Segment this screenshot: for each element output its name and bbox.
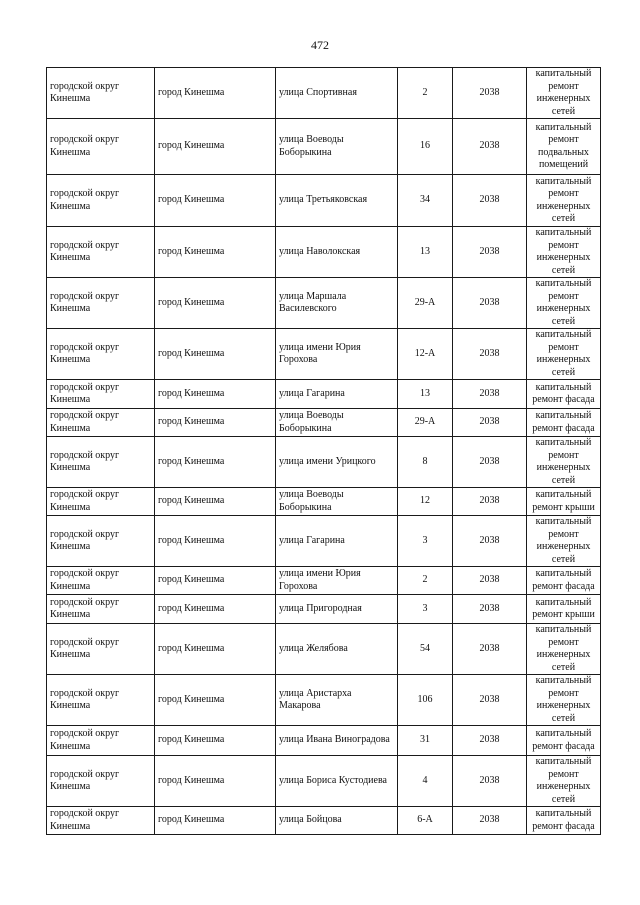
table-row	[47, 675, 601, 726]
table-row	[47, 595, 601, 624]
cell-dom: 12-А	[398, 329, 453, 380]
cell-gorod: город Кинешма	[155, 227, 276, 278]
page-number: 472	[311, 38, 329, 52]
cell-okrug: городской округ Кинешма	[47, 437, 155, 488]
cell-vid: капитальный ремонт фасада	[527, 807, 601, 835]
cell-god: 2038	[453, 409, 527, 437]
cell-ulica: улица Гагарина	[276, 380, 398, 409]
cell-ulica: улица Воеводы Боборыкина	[276, 409, 398, 437]
cell-vid: капитальный ремонт инженерных сетей	[527, 675, 601, 726]
cell-ulica: улица Гагарина	[276, 516, 398, 567]
cell-dom: 3	[398, 595, 453, 624]
cell-ulica: улица Третьяковская	[276, 175, 398, 227]
cell-okrug: городской округ Кинешма	[47, 68, 155, 119]
cell-okrug: городской округ Кинешма	[47, 726, 155, 756]
cell-god: 2038	[453, 726, 527, 756]
cell-gorod: город Кинешма	[155, 516, 276, 567]
cell-dom: 8	[398, 437, 453, 488]
cell-god: 2038	[453, 380, 527, 409]
table-row	[47, 68, 601, 119]
cell-vid: капитальный ремонт инженерных сетей	[527, 437, 601, 488]
cell-dom: 106	[398, 675, 453, 726]
cell-okrug: городской округ Кинешма	[47, 516, 155, 567]
cell-ulica: улица Пригородная	[276, 595, 398, 624]
cell-gorod: город Кинешма	[155, 437, 276, 488]
cell-okrug: городской округ Кинешма	[47, 409, 155, 437]
repair-schedule-table	[46, 67, 601, 835]
cell-gorod: город Кинешма	[155, 119, 276, 175]
cell-ulica: улица имени Урицкого	[276, 437, 398, 488]
cell-dom: 2	[398, 68, 453, 119]
cell-dom: 2	[398, 567, 453, 595]
cell-okrug: городской округ Кинешма	[47, 380, 155, 409]
cell-god: 2038	[453, 278, 527, 329]
cell-gorod: город Кинешма	[155, 68, 276, 119]
cell-vid: капитальный ремонт инженерных сетей	[527, 624, 601, 675]
cell-ulica: улица Маршала Василевского	[276, 278, 398, 329]
table-row	[47, 409, 601, 437]
cell-gorod: город Кинешма	[155, 567, 276, 595]
cell-god: 2038	[453, 68, 527, 119]
cell-god: 2038	[453, 807, 527, 835]
cell-okrug: городской округ Кинешма	[47, 675, 155, 726]
cell-vid: капитальный ремонт фасада	[527, 726, 601, 756]
cell-okrug: городской округ Кинешма	[47, 329, 155, 380]
cell-dom: 29-А	[398, 278, 453, 329]
cell-ulica: улица Бориса Кустодиева	[276, 756, 398, 807]
table-row	[47, 624, 601, 675]
cell-okrug: городской округ Кинешма	[47, 119, 155, 175]
cell-dom: 4	[398, 756, 453, 807]
cell-gorod: город Кинешма	[155, 409, 276, 437]
cell-gorod: город Кинешма	[155, 595, 276, 624]
table-row	[47, 119, 601, 175]
cell-god: 2038	[453, 329, 527, 380]
cell-vid: капитальный ремонт инженерных сетей	[527, 278, 601, 329]
cell-gorod: город Кинешма	[155, 624, 276, 675]
table-row	[47, 227, 601, 278]
cell-vid: капитальный ремонт крыши	[527, 595, 601, 624]
cell-god: 2038	[453, 624, 527, 675]
cell-vid: капитальный ремонт инженерных сетей	[527, 329, 601, 380]
table-row	[47, 726, 601, 756]
cell-ulica: улица Бойцова	[276, 807, 398, 835]
cell-ulica: улица Ивана Виноградова	[276, 726, 398, 756]
table-row	[47, 329, 601, 380]
cell-god: 2038	[453, 516, 527, 567]
cell-dom: 13	[398, 380, 453, 409]
table-row	[47, 488, 601, 516]
cell-ulica: улица Воеводы Боборыкина	[276, 119, 398, 175]
cell-okrug: городской округ Кинешма	[47, 488, 155, 516]
cell-god: 2038	[453, 175, 527, 227]
table-row	[47, 175, 601, 227]
cell-vid: капитальный ремонт подвальных помещений	[527, 119, 601, 175]
cell-okrug: городской округ Кинешма	[47, 175, 155, 227]
cell-okrug: городской округ Кинешма	[47, 227, 155, 278]
cell-dom: 3	[398, 516, 453, 567]
cell-ulica: улица Аристарха Макарова	[276, 675, 398, 726]
cell-god: 2038	[453, 119, 527, 175]
cell-god: 2038	[453, 567, 527, 595]
cell-okrug: городской округ Кинешма	[47, 278, 155, 329]
cell-gorod: город Кинешма	[155, 329, 276, 380]
cell-dom: 34	[398, 175, 453, 227]
table-row	[47, 567, 601, 595]
table-row	[47, 278, 601, 329]
table-row	[47, 380, 601, 409]
cell-vid: капитальный ремонт крыши	[527, 488, 601, 516]
cell-okrug: городской округ Кинешма	[47, 595, 155, 624]
cell-gorod: город Кинешма	[155, 278, 276, 329]
cell-gorod: город Кинешма	[155, 488, 276, 516]
cell-gorod: город Кинешма	[155, 807, 276, 835]
table-row	[47, 437, 601, 488]
cell-god: 2038	[453, 756, 527, 807]
cell-ulica: улица имени Юрия Горохова	[276, 329, 398, 380]
cell-gorod: город Кинешма	[155, 726, 276, 756]
cell-ulica: улица Спортивная	[276, 68, 398, 119]
cell-vid: капитальный ремонт фасада	[527, 380, 601, 409]
table-row	[47, 807, 601, 835]
cell-okrug: городской округ Кинешма	[47, 756, 155, 807]
cell-god: 2038	[453, 595, 527, 624]
cell-vid: капитальный ремонт фасада	[527, 567, 601, 595]
cell-god: 2038	[453, 437, 527, 488]
cell-dom: 12	[398, 488, 453, 516]
cell-okrug: городской округ Кинешма	[47, 807, 155, 835]
cell-vid: капитальный ремонт инженерных сетей	[527, 68, 601, 119]
cell-ulica: улица Желябова	[276, 624, 398, 675]
cell-okrug: городской округ Кинешма	[47, 567, 155, 595]
cell-vid: капитальный ремонт инженерных сетей	[527, 227, 601, 278]
cell-dom: 6-А	[398, 807, 453, 835]
cell-god: 2038	[453, 488, 527, 516]
cell-vid: капитальный ремонт инженерных сетей	[527, 516, 601, 567]
cell-god: 2038	[453, 675, 527, 726]
cell-gorod: город Кинешма	[155, 675, 276, 726]
cell-gorod: город Кинешма	[155, 175, 276, 227]
cell-vid: капитальный ремонт инженерных сетей	[527, 756, 601, 807]
cell-dom: 54	[398, 624, 453, 675]
table-row	[47, 516, 601, 567]
cell-dom: 29-А	[398, 409, 453, 437]
cell-vid: капитальный ремонт фасада	[527, 409, 601, 437]
cell-god: 2038	[453, 227, 527, 278]
cell-vid: капитальный ремонт инженерных сетей	[527, 175, 601, 227]
cell-ulica: улица Наволокская	[276, 227, 398, 278]
cell-gorod: город Кинешма	[155, 380, 276, 409]
table-row	[47, 756, 601, 807]
cell-gorod: город Кинешма	[155, 756, 276, 807]
cell-okrug: городской округ Кинешма	[47, 624, 155, 675]
cell-dom: 13	[398, 227, 453, 278]
cell-ulica: улица Воеводы Боборыкина	[276, 488, 398, 516]
cell-dom: 16	[398, 119, 453, 175]
cell-ulica: улица имени Юрия Горохова	[276, 567, 398, 595]
cell-dom: 31	[398, 726, 453, 756]
